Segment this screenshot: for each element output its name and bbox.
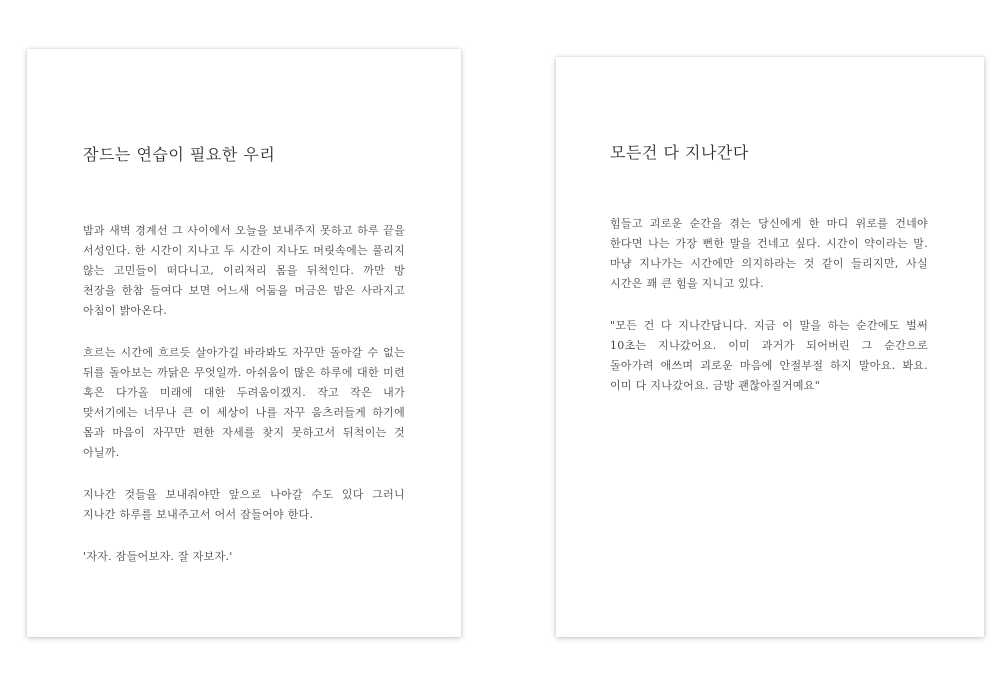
left-page bbox=[27, 49, 461, 637]
paragraph: 밤과 새벽 경계선 그 사이에서 오늘을 보내주지 못하고 하루 끝을 서성인다. 한 시간이 지나고 두 시간이 지나도 머릿속에는 풀리지 않는 고민들이 떠다니고, 이리저리 몸을 뒤척인다. 까만 방 천장을 한참 들여다 보면 어느새 어둠을 머금은 밤은 사라지고 아침이 밝아온다. bbox=[83, 224, 405, 317]
page-title: 모든건 다 지나간다 bbox=[610, 143, 749, 162]
page-title: 잠드는 연습이 필요한 우리 bbox=[83, 145, 276, 164]
page-body bbox=[83, 221, 405, 567]
paragraph: "모든 건 다 지나간답니다. 지금 이 말을 하는 순간에도 벌써 10초는 지나갔어요. 이미 과거가 되어버린 그 순간으로 돌아가려 애쓰며 괴로운 마음에 안절부절 하지 말아요. 봐요. 이미 다 지나갔어요. 금방 괜찮아질거예요" bbox=[610, 319, 928, 392]
page-body bbox=[610, 214, 928, 396]
paragraph: 지나간 것들을 보내줘야만 앞으로 나아갈 수도 있다 그러니 지나간 하루를 보내주고서 어서 잠들어야 한다. bbox=[83, 488, 405, 521]
paragraph: 힘들고 괴로운 순간을 겪는 당신에게 한 마디 위로를 건네야 한다면 나는 가장 뻔한 말을 건네고 싶다. 시간이 약이라는 말. 마냥 지나가는 시간에만 의지하라는 것 같이 들리지만, 사실 시간은 꽤 큰 힘을 지니고 있다. bbox=[610, 217, 928, 290]
right-page bbox=[556, 57, 984, 637]
paragraph: '자자. 잠들어보자. 잘 자보자.' bbox=[83, 550, 233, 563]
paragraph: 흐르는 시간에 흐르듯 살아가길 바라봐도 자꾸만 돌아갈 수 없는 뒤를 돌아보는 까닭은 무엇일까. 아쉬움이 많은 하루에 대한 미련 혹은 다가올 미래에 대한 두려움이겠지. 작고 작은 내가 맞서기에는 너무나 큰 이 세상이 나를 자꾸 움츠러들게 하기에 몸과 마음이 자꾸만 편한 자세를 찾지 못하고서 뒤척이는 것 아닐까. bbox=[83, 346, 405, 459]
